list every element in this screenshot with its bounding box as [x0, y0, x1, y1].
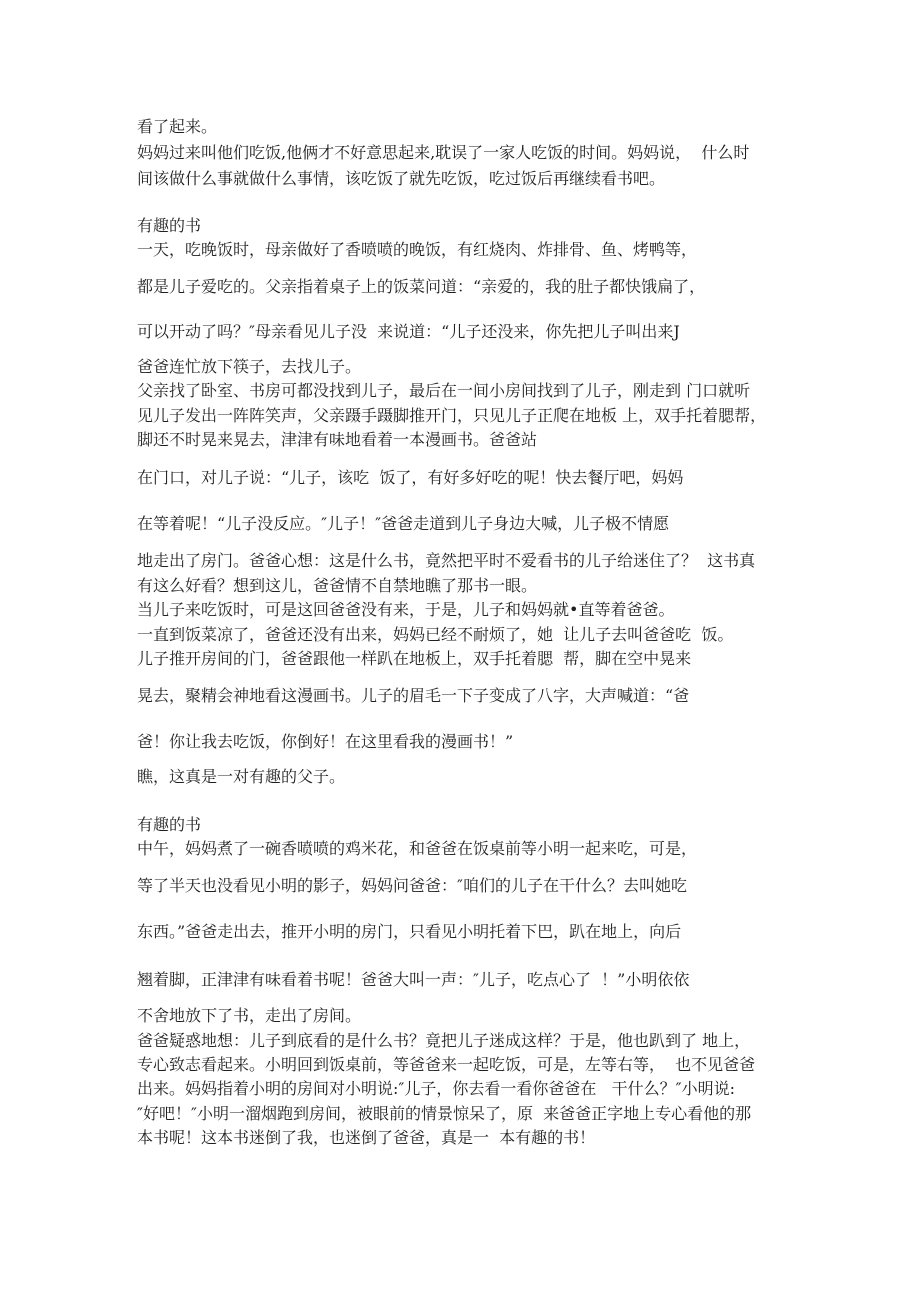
- text-line: 间该做什么事就做什么事情，该吃饭了就先吃饭，吃过饭后再继续看书吧。: [137, 169, 666, 188]
- text-line: 等了半天也没看见小明的影子，妈妈问爸爸：″咱们的儿子在干什么？去叫她吃: [137, 876, 687, 895]
- text-line: 一直到饭菜凉了，爸爸还没有出来，妈妈已经不耐烦了，她 让儿子去叫爸爸吃 饭。: [137, 625, 734, 644]
- text-line: 父亲找了卧室、书房可都没找到儿子，最后在一间小房间找到了儿子，刚走到 门口就听: [137, 381, 751, 400]
- text-line: 瞧，这真是一对有趣的父子。: [137, 767, 346, 786]
- text-line: 专心致志看起来。小明回到饭桌前，等爸爸来一起吃饭，可是，左等右等， 也不见爸爸: [137, 1055, 756, 1074]
- text-line: 在等着呢！“儿子没反应。″儿子！″爸爸走道到儿子身边大喊，儿子极不情愿: [137, 514, 670, 533]
- text-line: 地走出了房门。爸爸心想：这是什么书，竟然把平时不爱看书的儿子给迷住了？ 这书真: [137, 551, 756, 570]
- section-title: 有趣的书: [137, 216, 202, 235]
- section-title: 有趣的书: [137, 815, 202, 834]
- text-line: 不舍地放下了书，走出了房间。: [137, 1006, 362, 1025]
- text-line: 见儿子发出一阵阵笑声，父亲蹑手蹑脚推开门，只见儿子正爬在地板 上，双手托着腮帮，: [137, 406, 767, 425]
- text-line: 脚还不时晃来晃去，津津有味地看着一本漫画书。爸爸站: [137, 430, 538, 449]
- text-line: 本书呢！这本书迷倒了我，也迷倒了爸爸，真是一 本有趣的书！: [137, 1128, 596, 1147]
- text-line: 出来。妈妈指着小明的房间对小明说:″儿子，你去看一看你爸爸在 干什么？″小明说:: [137, 1079, 735, 1098]
- text-line: 中午，妈妈煮了一碗香喷喷的鸡米花，和爸爸在饭桌前等小明一起来吃，可是，: [137, 839, 698, 858]
- text-line: 翘着脚，正津津有味看着书呢！爸爸大叫一声：″儿子，吃点心了 ！”小明依依: [137, 970, 690, 989]
- text-line: 爸爸连忙放下筷子，去找儿子。: [137, 357, 362, 376]
- text-line: 爸爸疑惑地想：儿子到底看的是什么书？竟把儿子迷成这样？于是，他也趴到了 地上，: [137, 1031, 751, 1050]
- text-line: 晃去，聚精会神地看这漫画书。儿子的眉毛一下子变成了八字，大声喊道：“爸: [137, 686, 690, 705]
- text-line: 儿子推开房间的门，爸爸跟他一样趴在地板上，双手托着腮 帮，脚在空中晃来: [137, 649, 692, 668]
- text-line: 都是儿子爱吃的。父亲指着桌子上的饭菜问道：“亲爱的，我的肚子都快饿扁了，: [137, 277, 706, 296]
- text-line: 当儿子来吃饭时，可是这回爸爸没有来，于是，儿子和妈妈就•直等着爸爸。: [137, 600, 675, 619]
- text-line: 看了起来。: [137, 117, 218, 136]
- text-line: 可以开动了吗？″母亲看见儿子没 来说道：“儿子还没来，你先把儿子叫出来J: [137, 322, 680, 341]
- text-line: 在门口，对儿子说：“儿子，该吃 饭了，有好多好吃的呢！快去餐厅吧，妈妈: [137, 468, 684, 487]
- text-line: 有这么好看？想到这儿，爸爸情不自禁地瞧了那书一眼。: [137, 576, 538, 595]
- text-line: 一天，吃晚饭时，母亲做好了香喷喷的晚饭，有红烧肉、炸排骨、鱼、烤鸭等，: [137, 240, 698, 259]
- text-line: 爸！你让我去吃饭，你倒好！在这里看我的漫画书！”: [137, 732, 514, 751]
- text-line: ″好吧！″小明一溜烟跑到房间，被眼前的情景惊呆了，原 来爸爸正字地上专心看他的那: [137, 1104, 752, 1123]
- text-line: 妈妈过来叫他们吃饭,他俩才不好意思起来,耽误了一家人吃饭的时间。妈妈说， 什么时: [137, 143, 750, 162]
- text-line: 东西。”爸爸走出去，推开小明的房门，只看见小明托着下巴，趴在地上，向后: [137, 922, 682, 941]
